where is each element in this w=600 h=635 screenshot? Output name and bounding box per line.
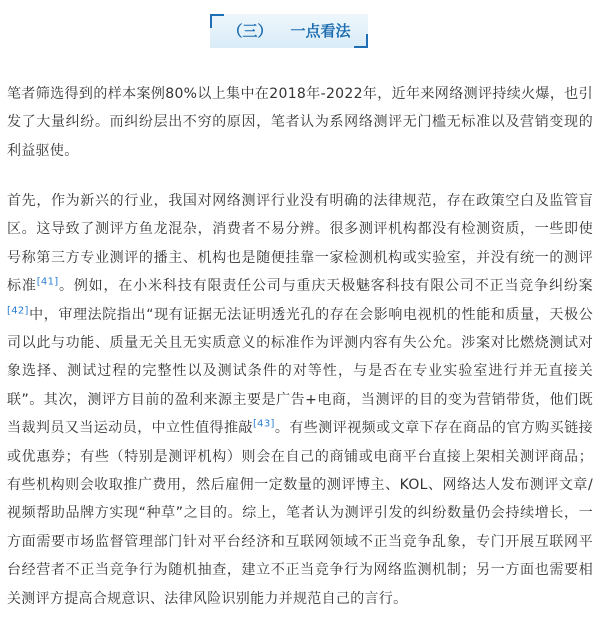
paragraph-segment: 。例如，在小米科技有限责任公司与重庆天极魅客科技有限公司不正当竞争纠纷案 [58,278,593,295]
section-number: （三） [227,22,273,40]
section-title [210,14,368,48]
citation-42[interactable]: [42] [7,304,29,316]
citation-43[interactable]: [43] [252,418,275,430]
paragraph-analysis [7,187,593,613]
section-title-text: 一点看法 [290,22,351,40]
paragraph-intro: 笔者筛选得到的样本案例80%以上集中在2018年-2022年，近年来网络测评持续火爆，也引发了大量纠纷。而纠纷层出不穷的原因，笔者认为系网络测评无门槛无标准以及营销变现的利益驱使。 [7,86,593,159]
section-header [0,8,600,52]
paragraph-segment: 首先，作为新兴的行业，我国对网络测评行业没有明确的法律规范，存在政策空白及监管盲区。这导致了测评方鱼龙混杂，消费者不易分辨。很多测评机构都没有检测资质，一些即使号称第三方专业测评的播主、机构也是随便挂靠一家检测机构或实验室，并没有统一的测评标准 [7,193,593,295]
paragraph-segment: 中，审理法院指出“现有证据无法证明透光孔的存在会影响电视机的性能和质量，天极公司以此与功能、质量无关且无实质意义的标准作为评测内容有失公允。涉案对比燃烧测试对象选择、测试过程的完整性以及测试条件的对等性，与是否在专业实验室进行并无直接关联”。其次，测评方目前的盈利来源主要是广告+电商，当测评的目的变为营销带货，他们既当裁判员又当运动员，中立性值得推敲 [7,306,593,437]
citation-41[interactable]: [41] [36,276,59,288]
section-title-box [210,14,368,48]
paragraph-segment: 。有些测评视频或文章下存在商品的官方购买链接或优惠券；有些（特别是测评机构）则会在自己的商铺或电商平台直接上架相关测评商品；有些机构则会收取推广费用，然后雇佣一定数量的测评博主、KOL、网络达人发布测评文章/视频帮助品牌方实现“种草”之目的。综上，笔者认为测评引发的纠纷数量仍会持续增长，一方面需要市场监督管理部门针对平台经济和互联网领域不正当竞争乱象，专门开展互联网平台经营者不正当竞争行为随机抽查，建立不正当竞争行为网络监测机制；另一方面也需要相关测评方提高合规意识、法律风险识别能力并规范自己的言行。 [7,420,593,607]
